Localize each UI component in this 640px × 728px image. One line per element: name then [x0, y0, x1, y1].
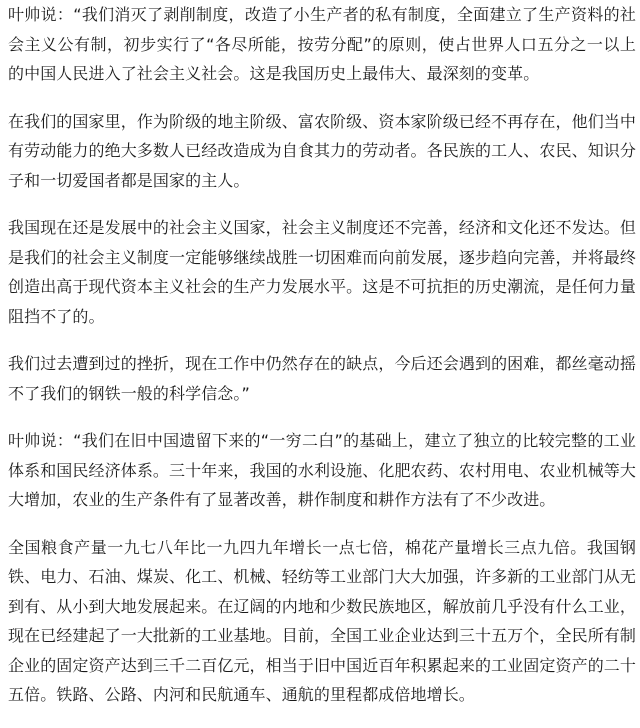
- paragraph-1: 叶帅说：“我们消灭了剥削制度，改造了小生产者的私有制度，全面建立了生产资料的社会主义公有制，初步实行了“各尽所能，按劳分配”的原则，使占世界人口五分之一以上的中国人民进入了社会主义社会。这是我国历史上最伟大、最深刻的变革。: [8, 5, 636, 83]
- paragraph-5: 叶帅说：“我们在旧中国遗留下来的“一穷二白”的基础上，建立了独立的比较完整的工业体系和国民经济体系。三十年来，我国的水利设施、化肥农药、农村用电、农业机械等大大增加，农业的生产条件有了显著改善，耕作制度和耕作方法有了不少改进。: [8, 431, 636, 509]
- paragraph-2: 在我们的国家里，作为阶级的地主阶级、富农阶级、资本家阶级已经不再存在，他们当中有劳动能力的绝大多数人已经改造成为自食其力的劳动者。各民族的工人、农民、知识分子和一切爱国者都是国家的主人。: [8, 111, 636, 190]
- paragraph-3: 我国现在还是发展中的社会主义国家，社会主义制度还不完善，经济和文化还不发达。但是我们的社会主义制度一定能够继续战胜一切困难而向前发展，逐步趋向完善，并将最终创造出高于现代资本主义社会的生产力发展水平。这是不可抗拒的历史潮流，是任何力量阻挡不了的。: [8, 218, 636, 326]
- paragraph-4: 我们过去遭到过的挫折，现在工作中仍然存在的缺点，今后还会遇到的困难，都丝毫动摇不了我们的钢铁一般的科学信念。”: [8, 354, 636, 403]
- paragraph-6: 全国粮食产量一九七八年比一九四九年增长一点七倍，棉花产量增长三点九倍。我国钢铁、电力、石油、煤炭、化工、机械、轻纺等工业部门大大加强，许多新的工业部门从无到有、从小到大地发展起来。在辽阔的内地和少数民族地区，解放前几乎没有什么工业，现在已经建起了一大批新的工业基地。目前，全国工业企业达到三十五万个，全民所有制企业的固定资产达到三千二百亿元，相当于旧中国近百年积累起来的工业固定资产的二十五倍。铁路、公路、内河和民航通车、通航的里程都成倍地增长。: [8, 537, 636, 704]
